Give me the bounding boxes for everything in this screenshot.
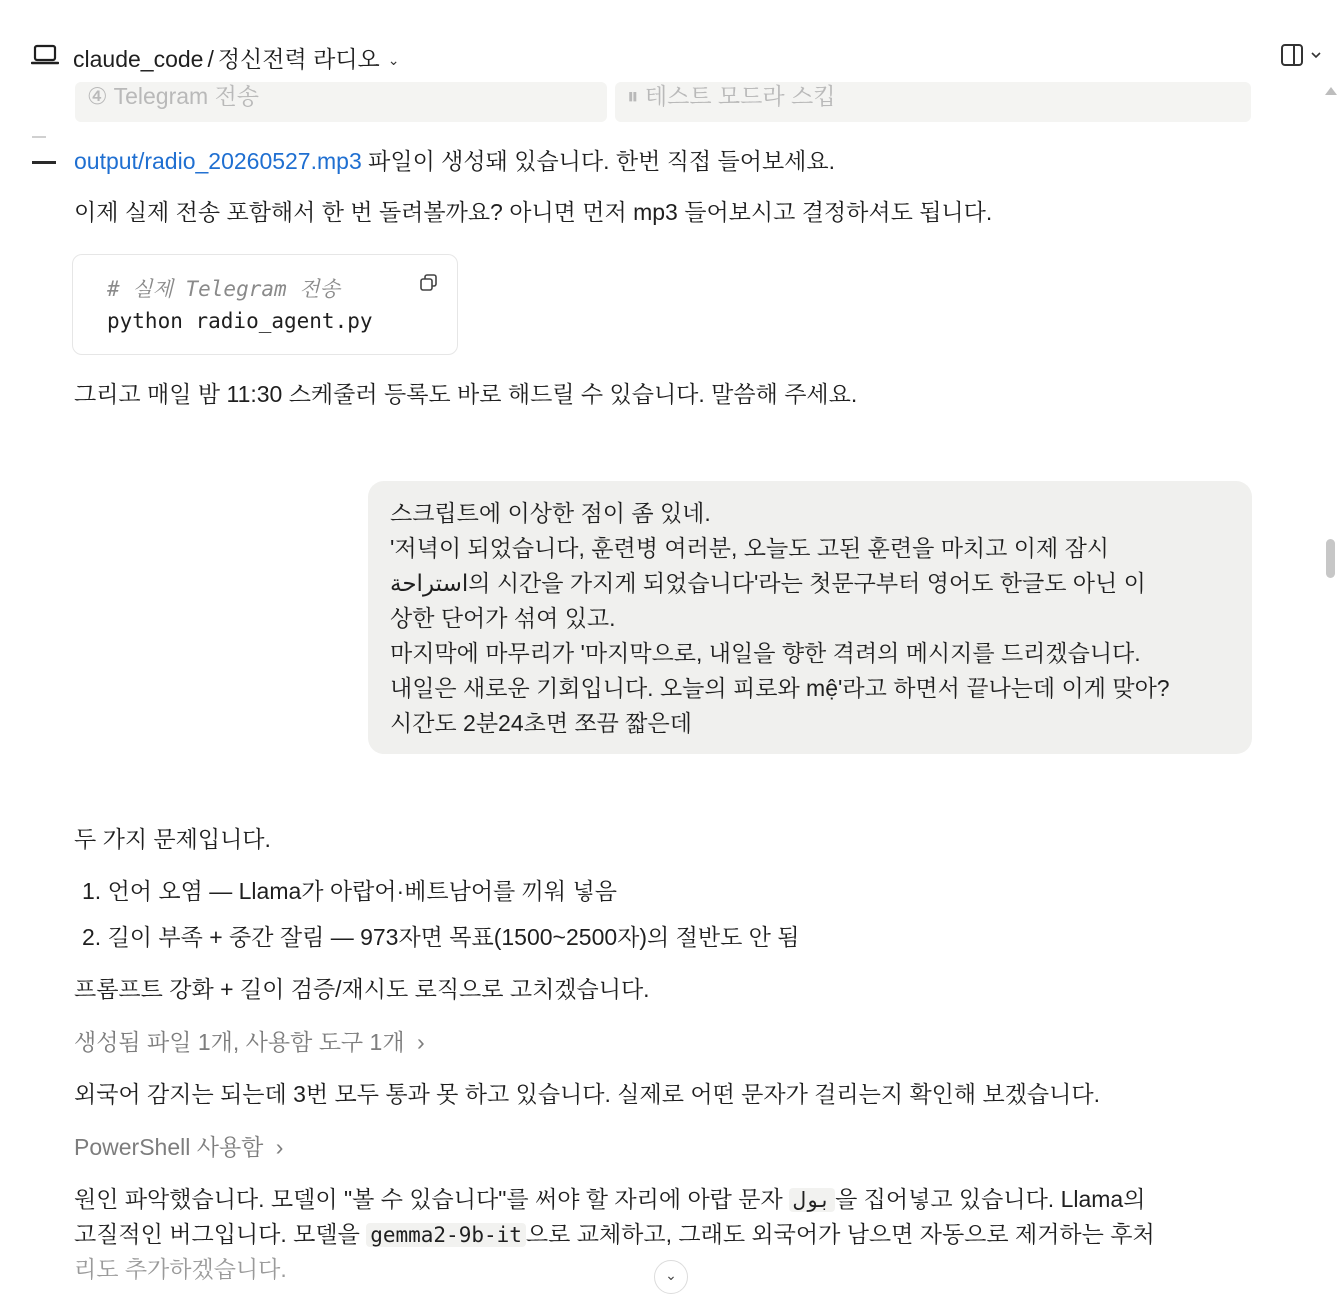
user-message-line: '저녁이 되었습니다, 훈련병 여러분, 오늘도 고된 훈련을 마치고 이제 잠시 bbox=[390, 535, 1110, 561]
conversation-title-button[interactable] bbox=[73, 41, 400, 74]
user-message-line: 상한 단어가 섞여 있고. bbox=[390, 605, 616, 631]
timeline-marker-active bbox=[32, 161, 56, 164]
breadcrumb-separator: / bbox=[207, 46, 214, 72]
cause-text: 으로 교체하고, 그래도 외국어가 남으면 자동으로 제거하는 후처 bbox=[525, 1221, 1155, 1247]
user-message-line: 내일은 새로운 기회입니다. 오늘의 피로와 mệ'라고 하면서 끝나는데 이게 맞아? bbox=[390, 675, 1170, 701]
file-link[interactable]: output/radio_20260527.mp3 bbox=[74, 148, 362, 174]
code-block bbox=[72, 254, 458, 355]
code-comment: # 실제 Telegram 전송 bbox=[107, 277, 340, 301]
cause-text: 고질적인 버그입니다. 모델을 bbox=[74, 1221, 367, 1247]
file-generated-line bbox=[74, 147, 835, 175]
list-text: 언어 오염 — Llama가 아랍어·베트남어를 끼워 넣음 bbox=[107, 878, 617, 904]
copy-icon[interactable] bbox=[419, 273, 439, 293]
timeline-marker bbox=[32, 136, 46, 138]
cause-text: 을 집어넣고 있습니다. Llama의 bbox=[835, 1186, 1146, 1212]
cause-text-line: 리도 추가하겠습니다. bbox=[74, 1256, 287, 1282]
arabic-char-code: بول bbox=[789, 1188, 835, 1212]
user-message-bubble bbox=[368, 481, 1252, 754]
cause-text: 원인 파악했습니다. 모델이 "볼 수 있습니다"를 써야 할 자리에 아랍 문자 bbox=[74, 1186, 790, 1212]
user-message-line: 시간도 2분24초면 쪼끔 짧은데 bbox=[390, 710, 692, 736]
tool-summary-label: 생성됨 파일 1개, 사용함 도구 1개 bbox=[74, 1029, 405, 1055]
scroll-to-bottom-button[interactable]: ⌄ bbox=[654, 1260, 688, 1294]
scheduler-offer-text: 그리고 매일 밤 11:30 스케줄러 등록도 바로 해드릴 수 있습니다. 말씀해 주세요. bbox=[74, 381, 858, 407]
chevron-right-icon: › bbox=[416, 1029, 425, 1055]
tool-summary-toggle[interactable] bbox=[74, 1028, 425, 1056]
list-text: 길이 부족 + 중간 잘림 — 973자면 목표(1500~2500자)의 절반도 안 됨 bbox=[107, 924, 800, 950]
top-bar bbox=[0, 28, 1337, 82]
powershell-tool-label: PowerShell 사용함 bbox=[74, 1134, 264, 1160]
fix-plan-text: 프롬프트 강화 + 길이 검증/재시도 로직으로 고치겠습니다. bbox=[74, 976, 650, 1002]
list-number: 1. bbox=[82, 878, 102, 904]
code-command: python radio_agent.py bbox=[107, 309, 373, 333]
conversation-title: 정신전력 라디오 bbox=[217, 46, 380, 72]
laptop-icon bbox=[31, 43, 59, 67]
chevron-right-icon: › bbox=[275, 1134, 284, 1160]
file-line-text: 파일이 생성돼 있습니다. 한번 직접 들어보세요. bbox=[361, 148, 836, 174]
step-test-mode-skip: ⏸ 테스트 모드라 스킵 bbox=[615, 82, 1251, 122]
run-question-text: 이제 실제 전송 포함해서 한 번 돌려볼까요? 아니면 먼저 mp3 들어보시고 결정하셔도 됩니다. bbox=[74, 199, 993, 225]
chevron-down-icon: ⌄ bbox=[387, 52, 400, 69]
powershell-tool-toggle[interactable] bbox=[74, 1133, 283, 1161]
cause-text-line bbox=[74, 1220, 1155, 1249]
toggle-panel-button[interactable] bbox=[1281, 44, 1323, 66]
list-item bbox=[82, 923, 800, 951]
problem-intro-text: 두 가지 문제입니다. bbox=[74, 826, 271, 852]
detection-status-text: 외국어 감지는 되는데 3번 모두 통과 못 하고 있습니다. 실제로 어떤 문자가 걸리는지 확인해 보겠습니다. bbox=[74, 1081, 1100, 1107]
step-telegram-send: ④ Telegram 전송 bbox=[75, 82, 607, 122]
scrollbar[interactable] bbox=[1324, 82, 1337, 1282]
model-name-code: gemma2-9b-it bbox=[366, 1223, 526, 1247]
project-name: claude_code bbox=[73, 46, 204, 72]
list-item bbox=[82, 877, 617, 905]
list-number: 2. bbox=[82, 924, 102, 950]
user-message-line: 스크립트에 이상한 점이 좀 있네. bbox=[390, 500, 711, 526]
faded-step-row bbox=[75, 82, 1251, 122]
cause-text-line bbox=[74, 1185, 1145, 1214]
user-message-line: 마지막에 마무리가 '마지막으로, 내일을 향한 격려의 메시지를 드리겠습니다. bbox=[390, 640, 1141, 666]
user-message-line: استراحة의 시간을 가지게 되었습니다'라는 첫문구부터 영어도 한글도 아닌 이 bbox=[390, 570, 1146, 596]
